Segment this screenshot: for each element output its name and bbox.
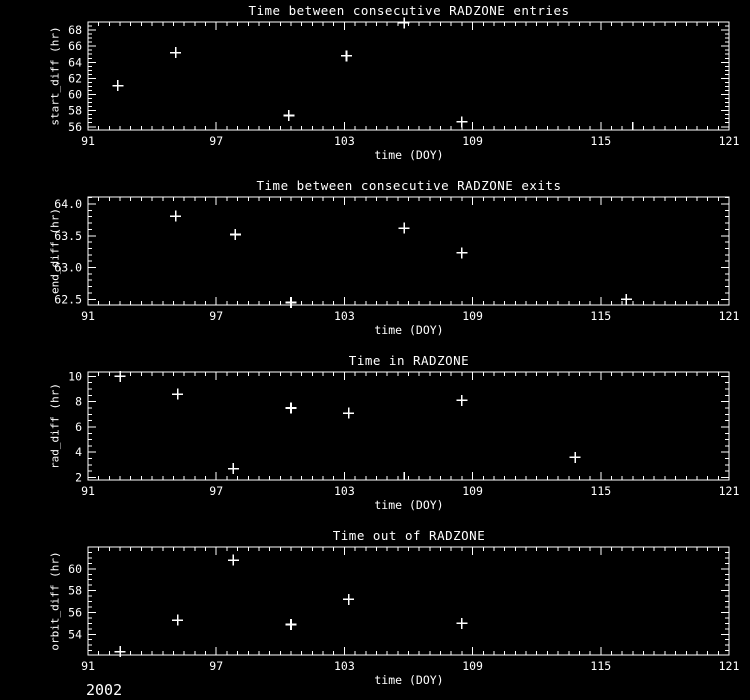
svg-text:109: 109 xyxy=(462,484,483,498)
svg-text:60: 60 xyxy=(68,561,82,576)
chart-panel-end-diff xyxy=(0,175,750,350)
x-axis-label: time (DOY) xyxy=(374,673,444,687)
svg-text:56: 56 xyxy=(68,605,82,620)
svg-text:103: 103 xyxy=(334,134,355,148)
svg-text:63.0: 63.0 xyxy=(54,260,82,275)
svg-text:97: 97 xyxy=(209,659,224,673)
svg-text:54: 54 xyxy=(68,627,82,642)
svg-text:62: 62 xyxy=(68,71,82,86)
svg-text:58: 58 xyxy=(68,583,82,598)
svg-text:56: 56 xyxy=(68,119,82,134)
svg-text:103: 103 xyxy=(334,659,355,673)
svg-text:115: 115 xyxy=(590,309,612,323)
chart-title: Time in RADZONE xyxy=(348,353,470,368)
x-axis-label: time (DOY) xyxy=(374,323,444,337)
chart-panel-start-diff xyxy=(0,0,750,175)
x-axis-label: time (DOY) xyxy=(374,148,444,162)
svg-text:121: 121 xyxy=(718,309,740,323)
svg-text:97: 97 xyxy=(209,484,224,498)
svg-text:97: 97 xyxy=(209,134,224,148)
chart-panel-rad-diff xyxy=(0,350,750,525)
svg-text:64.0: 64.0 xyxy=(54,196,82,211)
x-axis-label: time (DOY) xyxy=(374,498,444,512)
svg-text:121: 121 xyxy=(718,484,740,498)
svg-text:115: 115 xyxy=(590,134,612,148)
svg-text:62.5: 62.5 xyxy=(54,292,82,307)
svg-text:68: 68 xyxy=(68,23,82,38)
svg-text:91: 91 xyxy=(81,134,95,148)
svg-text:109: 109 xyxy=(462,134,483,148)
chart-panel-orbit-diff xyxy=(0,525,750,700)
chart-title: Time between consecutive RADZONE entries xyxy=(248,3,570,18)
svg-text:60: 60 xyxy=(68,87,82,102)
y-axis-label: end_diff (hr) xyxy=(48,207,62,295)
chart-title: Time out of RADZONE xyxy=(332,528,486,543)
svg-text:91: 91 xyxy=(81,484,95,498)
svg-text:66: 66 xyxy=(68,39,82,54)
svg-text:115: 115 xyxy=(590,659,612,673)
svg-text:58: 58 xyxy=(68,103,82,118)
svg-text:103: 103 xyxy=(334,309,355,323)
y-axis-label: rad_diff (hr) xyxy=(48,382,62,470)
chart-title: Time between consecutive RADZONE exits xyxy=(256,178,562,193)
svg-text:115: 115 xyxy=(590,484,612,498)
svg-text:64: 64 xyxy=(68,55,82,70)
svg-text:109: 109 xyxy=(462,309,483,323)
svg-text:121: 121 xyxy=(718,659,740,673)
svg-text:8: 8 xyxy=(75,394,82,409)
y-axis-label: start_diff (hr) xyxy=(48,26,62,126)
svg-text:63.5: 63.5 xyxy=(54,228,82,243)
footer-year-label: 2002 xyxy=(86,681,123,699)
svg-text:91: 91 xyxy=(81,659,95,673)
y-axis-label: orbit_diff (hr) xyxy=(48,551,62,651)
svg-text:4: 4 xyxy=(75,445,82,460)
svg-text:97: 97 xyxy=(209,309,224,323)
svg-text:103: 103 xyxy=(334,484,355,498)
svg-text:6: 6 xyxy=(75,419,82,434)
svg-text:109: 109 xyxy=(462,659,483,673)
svg-text:2: 2 xyxy=(75,470,82,485)
svg-text:10: 10 xyxy=(68,369,82,384)
svg-text:121: 121 xyxy=(718,134,740,148)
svg-text:91: 91 xyxy=(81,309,95,323)
